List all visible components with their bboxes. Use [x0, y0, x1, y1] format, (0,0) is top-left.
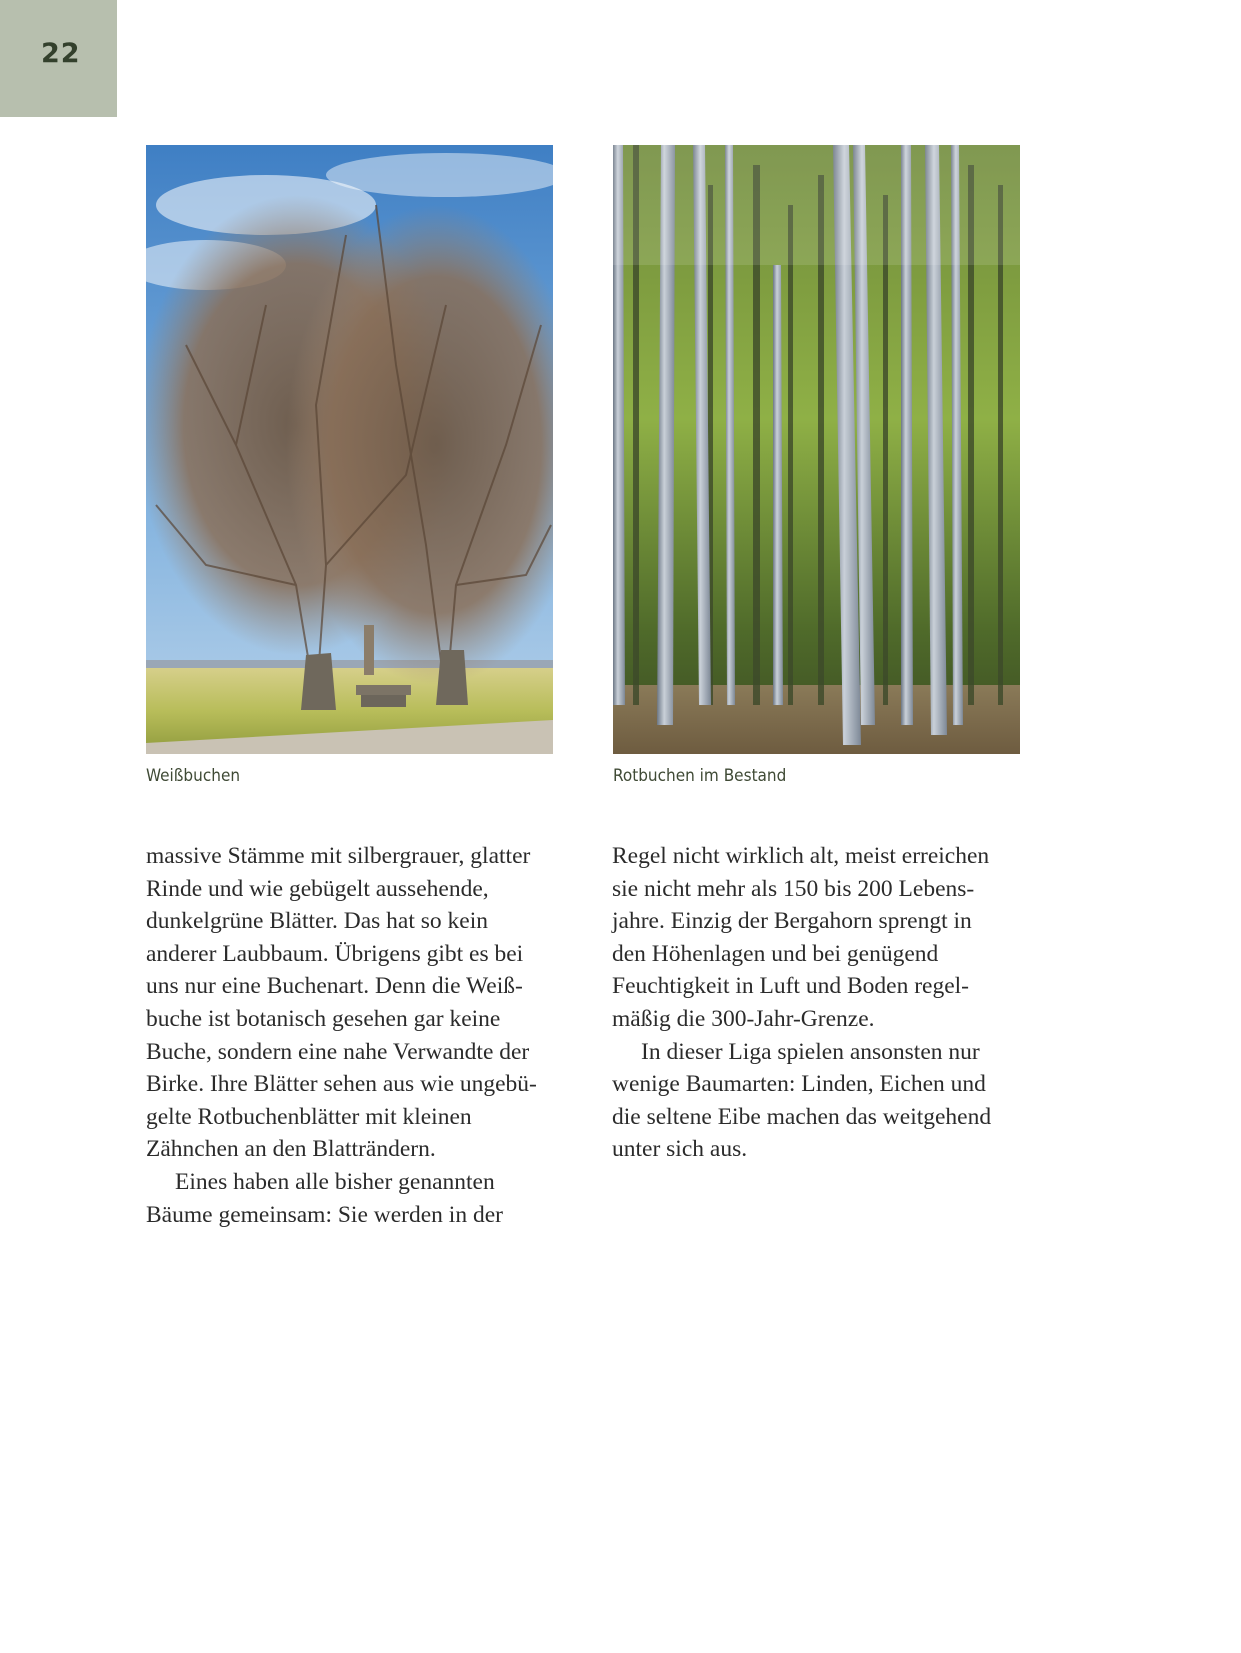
body-text-right-column	[612, 840, 1022, 1166]
paragraph-start-line: Eines haben alle bisher genannten	[175, 1168, 495, 1195]
text-line: dunkelgrüne Blätter. Das hat so kein	[146, 908, 488, 935]
text-line: wenige Baumarten: Linden, Eichen und	[612, 1071, 986, 1098]
text-line: Bäume gemeinsam: Sie werden in der	[146, 1201, 503, 1228]
text-line: gelte Rotbuchenblätter mit kleinen	[146, 1103, 472, 1130]
text-line: die seltene Eibe machen das weitgehend	[612, 1103, 992, 1130]
text-line: uns nur eine Buchenart. Denn die Weiß-	[146, 973, 523, 1000]
text-line: mäßig die 300-Jahr-Grenze.	[612, 1005, 875, 1032]
text-line: Regel nicht wirklich alt, meist erreichen	[612, 843, 990, 869]
text-line: Birke. Ihre Blätter sehen aus wie ungebü-	[146, 1071, 537, 1098]
text-line: den Höhenlagen und bei genügend	[612, 940, 939, 967]
body-text-left-column	[146, 840, 556, 1231]
paragraph-start-line: In dieser Liga spielen ansonsten nur	[641, 1038, 980, 1065]
text-line: unter sich aus.	[612, 1136, 748, 1163]
text-line: massive Stämme mit silbergrauer, glatter	[146, 843, 531, 869]
text-line: Rinde und wie gebügelt aussehende,	[146, 875, 489, 902]
text-line: sie nicht mehr als 150 bis 200 Lebens-	[612, 875, 975, 902]
text-line: anderer Laubbaum. Übrigens gibt es bei	[146, 940, 524, 967]
photo-caption-right: Rotbuchen im Bestand	[613, 766, 787, 786]
photo-caption-left: Weißbuchen	[146, 766, 241, 786]
text-line: buche ist botanisch gesehen gar keine	[146, 1005, 501, 1032]
text-line: Feuchtigkeit in Luft und Boden regel-	[612, 973, 969, 1000]
text-line: jahre. Einzig der Bergahorn sprengt in	[612, 908, 972, 935]
page-number: 22	[41, 38, 81, 69]
photo-hornbeams	[146, 145, 553, 754]
text-line: Zähnchen an den Blatträndern.	[146, 1136, 436, 1163]
photo-beech-forest	[613, 145, 1020, 754]
text-line: Buche, sondern eine nahe Verwandte der	[146, 1038, 530, 1065]
